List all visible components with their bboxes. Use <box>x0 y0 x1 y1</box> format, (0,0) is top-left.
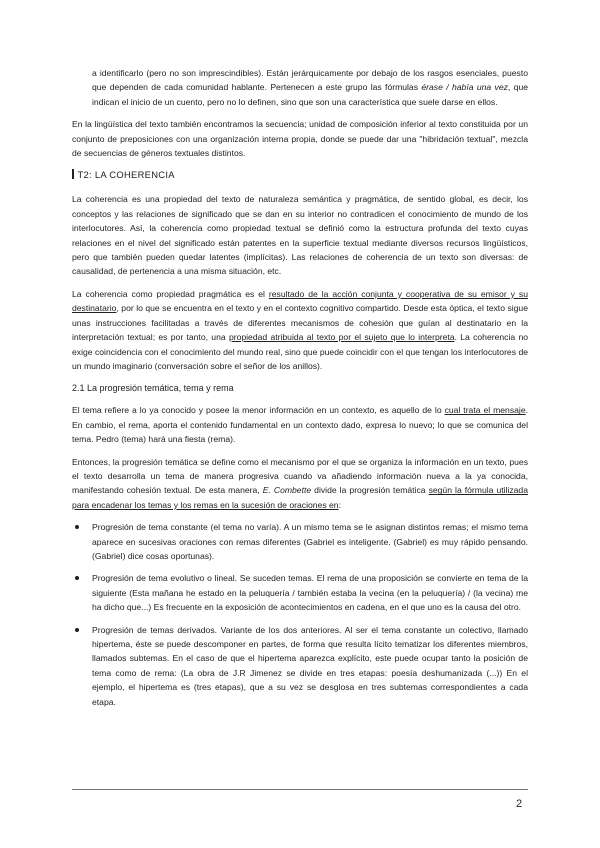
document-page <box>72 66 528 717</box>
bullet-icon <box>75 576 79 580</box>
list-item: Progresión de temas derivados. Variante de los dos anteriores. Al ser el tema constante un colectivo, llamado hipertema, éste se puede descomponer en partes, de forma que resulta lícito tematizar los diferentes miembros, llamados subtemas. En el caso de que el hipertema aparezca explícito, este puede ocupar tanto la posición de tema como de rema: (La obra de J.R Jimenez se divide en tres etapas: poesía deshumanizada (...)) En el ejemplo, el hipertema es (tres etapas), que a su vez se desglosa en tres subtemas correspondientes a cada etapa. <box>72 623 528 709</box>
section-heading <box>72 168 528 182</box>
underline-mensaje: cual trata el mensaje <box>444 405 526 416</box>
footer-divider <box>72 789 528 790</box>
bullet-icon <box>75 525 79 529</box>
section-title: T2: LA COHERENCIA <box>77 169 175 181</box>
heading-bar <box>72 169 74 179</box>
paragraph-tema-rema: El tema refiere a lo ya conocido y posee la menor información en un contexto, es aquello de lo cual trata el mensaje. En cambio, el rema, aporta el contenido fundamental en un contexto dado, expresa lo nuevo; lo que se comunica del tema. Pedro (tema) hará una fiesta (rema). <box>72 405 528 445</box>
paragraph-secuencia: En la lingüística del texto también encontramos la secuencia; unidad de composición inferior al texto constituida por un conjunto de preposiciones con una organización interna propia, donde se puede dar una "hibridación textual", mezcla de secuencias de géneros textuales distintos. <box>72 119 528 159</box>
bullet-icon <box>75 628 79 632</box>
underline-accion-conjunta: resultado de la acción conjunta y cooperativa de su emisor y su destinatario <box>72 288 528 314</box>
paragraph-progresion: Entonces, la progresión temática se define como el mecanismo por el que se organiza la información en un texto, pues el texto desarrolla un tema de manera progresiva cuando va añadiendo información nueva a la ya conocida, manifestando cohesión textual. De esta manera, E. Combette divide la progresión temática según la fórmula utilizada para encadenar los temas y los remas en la sucesión de oraciones en: <box>72 456 528 510</box>
page-number: 2 <box>516 798 523 810</box>
list-item: Progresión de tema evolutivo o lineal. Se suceden temas. El rema de una proposición se convierte en tema de la siguiente (Esta mañana he estado en la peluquería / también estaba la vecina (en la peluquería) / (la vecina) me ha dicho que...) Es frecuente en la exposición de acontecimientos en cadena, en el que uno es la causa del otro. <box>72 571 528 614</box>
progression-list <box>72 520 528 709</box>
subsection-title: 2.1 La progresión temática, tema y rema <box>72 383 234 394</box>
underline-formula: según la fórmula utilizada para encadenar los temas y los remas en la sucesión de oraciones en <box>72 485 528 510</box>
underline-propiedad-atribuida: propiedad atribuida al texto por el sujeto que lo interpreta <box>228 332 455 343</box>
paragraph-rasgos: a identificarlo (pero no son imprescindibles). Están jerárquicamente por debajo de los rasgos esenciales, puesto que dependen de cada comunidad hablante. Pertenecen a este grupo las fórmulas érase / había una vez, que indican el inicio de un cuento, pero no lo definen, sino que son una característica que suele darse en ellos. <box>92 68 529 107</box>
emphasis-combette: E. Combette <box>262 485 312 496</box>
list-item: Progresión de tema constante (el tema no varía). A un mismo tema se le asignan distintos remas; el mismo tema aparece en sucesivas oraciones con remas diferentes (Gabriel es inteligente. (Gabriel) es muy rápido pensando. (Gabriel) dice cosas oportunas). <box>72 520 528 563</box>
paragraph-coherencia-pragmatica: La coherencia como propiedad pragmática es el resultado de la acción conjunta y cooperativa de su emisor y su destinatario, por lo que se encuentra en el texto y en el contexto cognitivo compartido. Desde esta óptica, el texto sigue unas instrucciones facilitadas a través de diferentes mecanismos de cohesión que guían al destinatario en la interpretación textual; es por tanto, una propiedad atribuida al texto por el sujeto que lo interpreta. La coherencia no exige coincidencia con el conocimiento del mundo real, sino que puede coincidir con el que tengan los interlocutores de un mundo imaginario (conversación sobre el señor de los anillos). <box>72 288 528 371</box>
paragraph-coherencia: La coherencia es una propiedad del texto de naturaleza semántica y pragmática, de sentido global, es decir, los conceptos y las relaciones de significado que se dan en su interior no contradicen el conocimiento de mundo de los interlocutores. Así, la coherencia como propiedad textual se definió como la estructura profunda del texto cuyas relaciones en el nivel del significado están patentes en la superficie textual mediante diversos recursos lingüísticos, pero que también pueden quedar latentes (implícitas). Las relaciones de coherencia de un texto son diversas: de causalidad, de pertenencia a una misma situación, etc. <box>72 194 528 277</box>
emphasis-erase: érase / había una vez <box>421 82 508 93</box>
